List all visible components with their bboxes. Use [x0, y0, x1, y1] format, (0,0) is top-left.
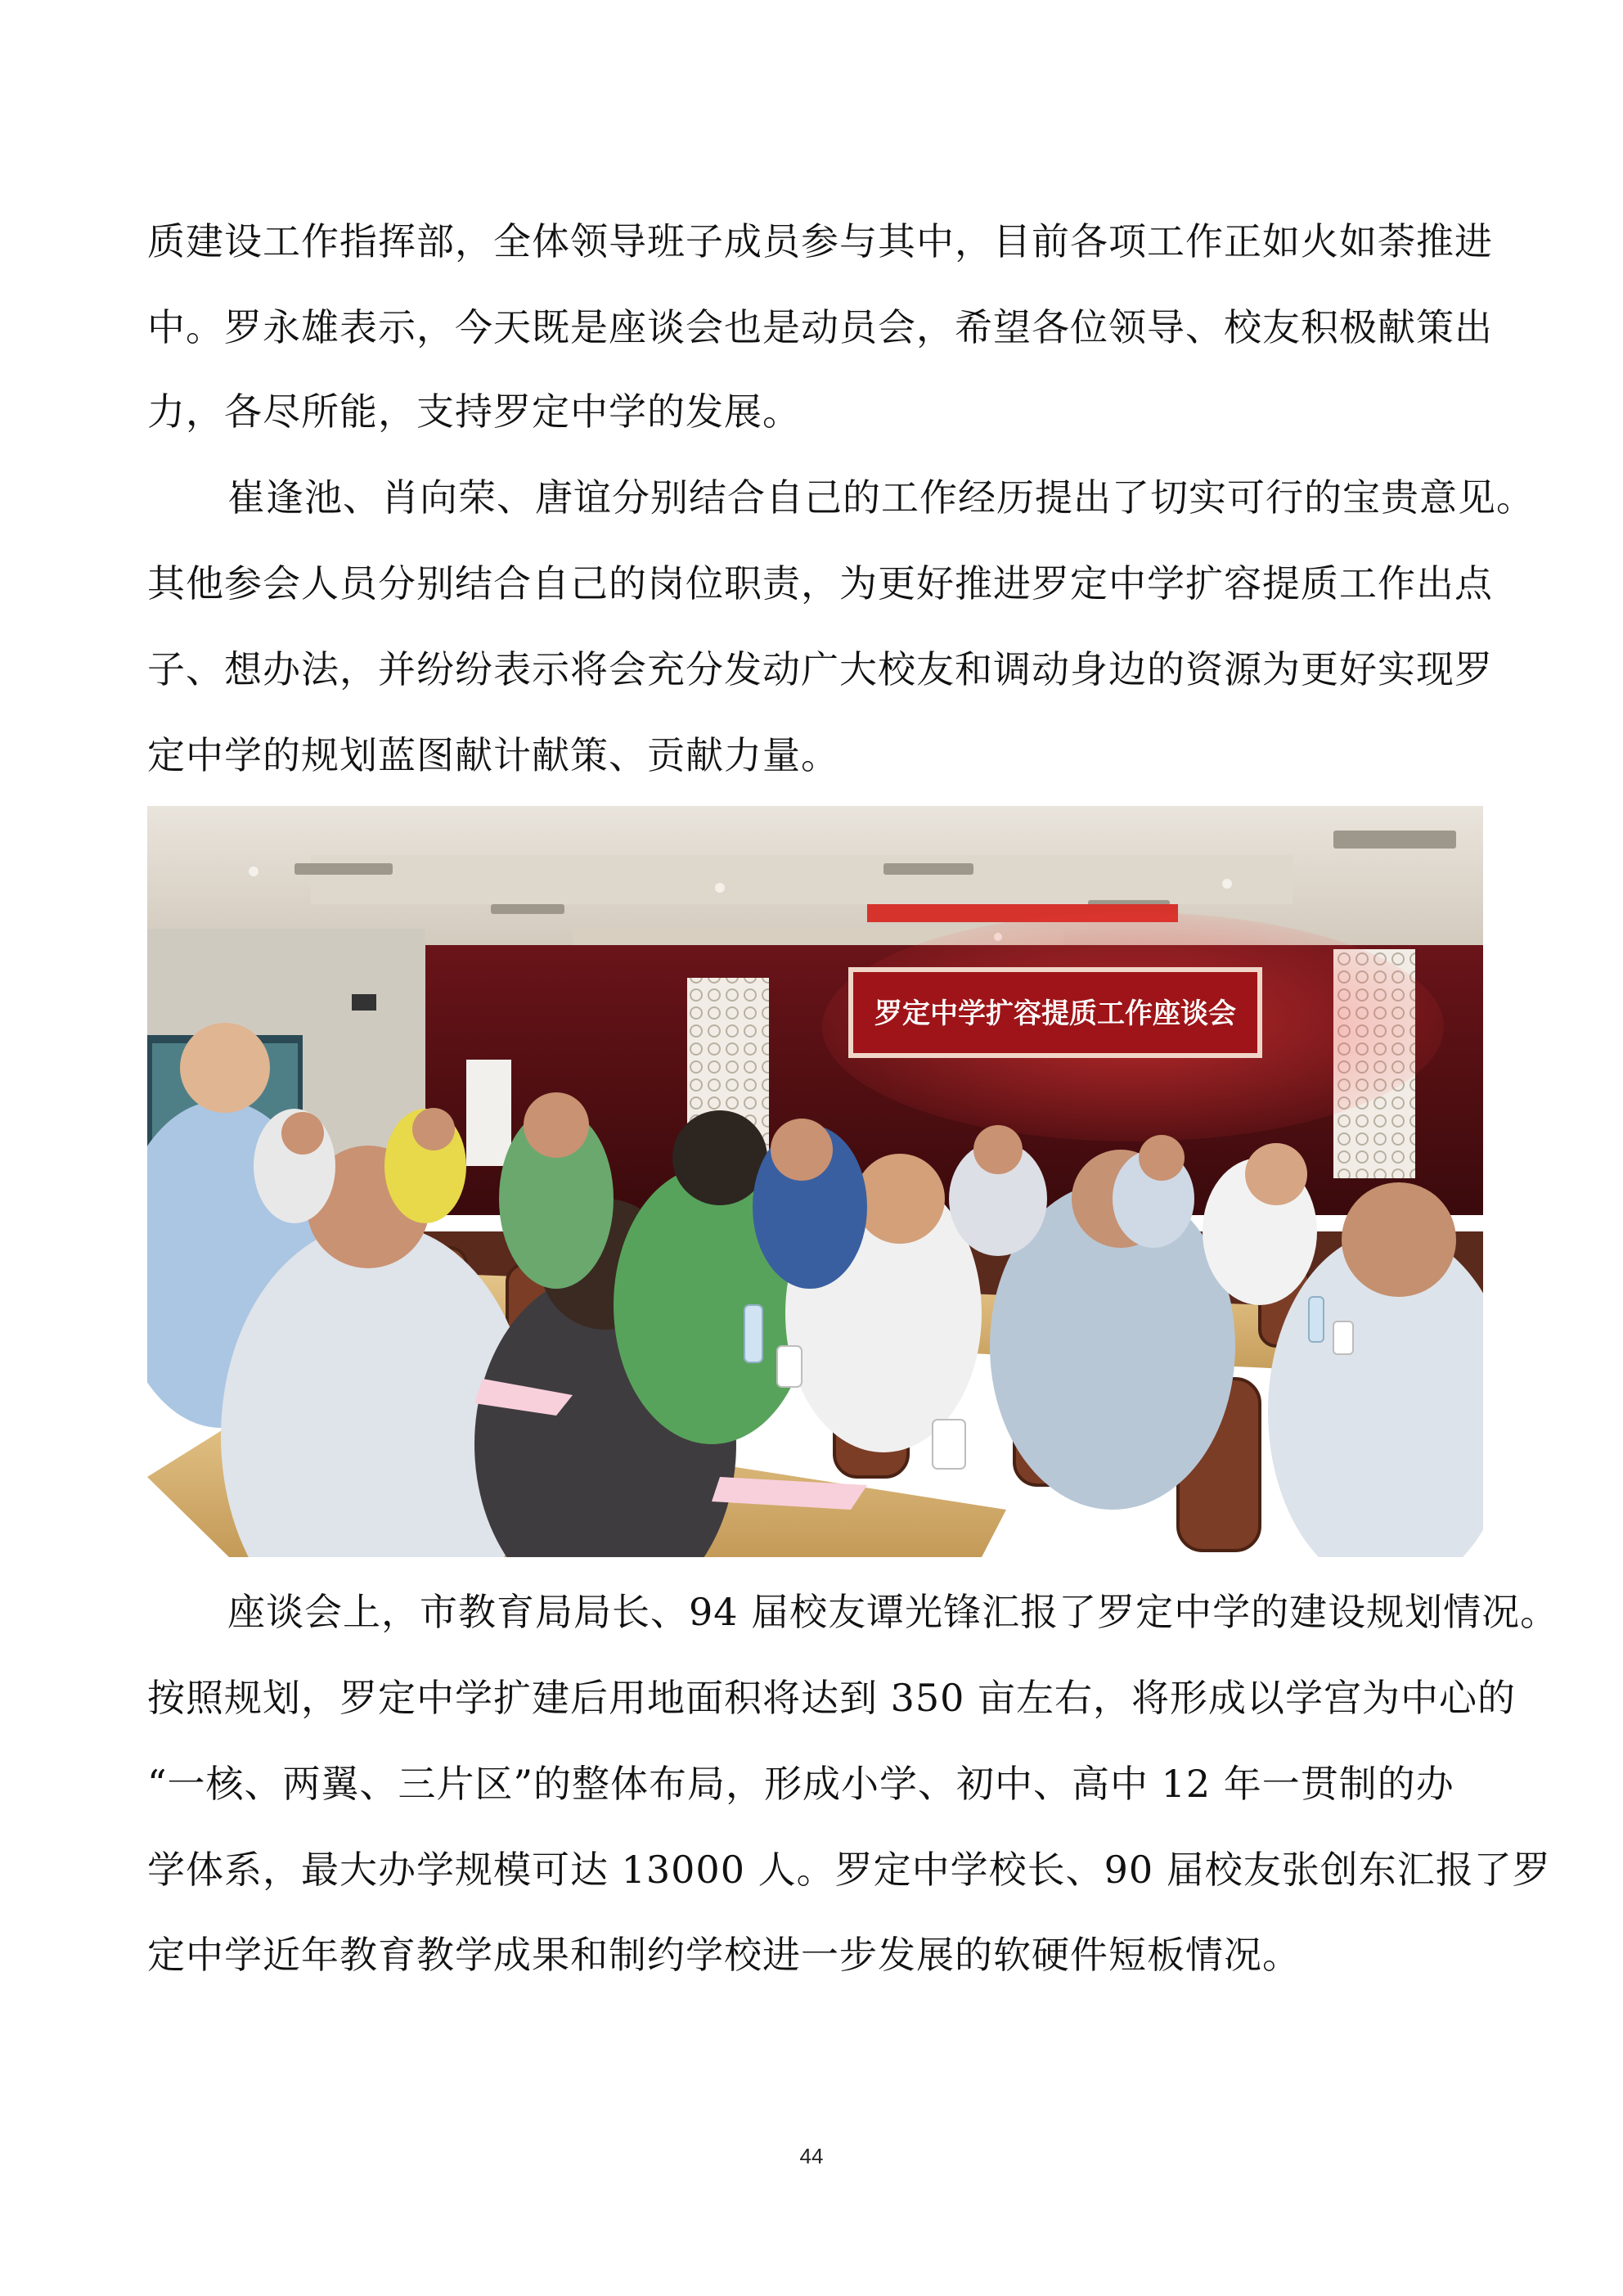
paragraph-line: “一核、两翼、三片区”的整体布局，形成小学、初中、高中 12 年一贯制的办	[147, 1762, 1454, 1806]
paragraph-line: 定中学的规划蓝图献计献策、贡献力量。	[147, 733, 839, 777]
paragraph-line: 中。罗永雄表示，今天既是座谈会也是动员会，希望各位领导、校友积极献策出	[147, 305, 1493, 349]
meeting-photo	[147, 806, 1483, 1557]
paragraph-line: 座谈会上，市教育局局长、94 届校友谭光锋汇报了罗定中学的建设规划情况。	[227, 1590, 1559, 1634]
paragraph-line: 定中学近年教育教学成果和制约学校进一步发展的软硬件短板情况。	[147, 1933, 1301, 1977]
paragraph-line: 按照规划，罗定中学扩建后用地面积将达到 350 亩左右，将形成以学宫为中心的	[147, 1676, 1517, 1720]
paragraph-line: 崔逢池、肖向荣、唐谊分别结合自己的工作经历提出了切实可行的宝贵意见。	[227, 475, 1535, 520]
paragraph-line: 学体系，最大办学规模可达 13000 人。罗定中学校长、90 届校友张创东汇报了罗	[147, 1848, 1551, 1892]
paragraph-line: 力，各尽所能，支持罗定中学的发展。	[147, 389, 801, 434]
paragraph-line: 质建设工作指挥部，全体领导班子成员参与其中，目前各项工作正如火如荼推进	[147, 219, 1493, 263]
banner-text: 罗定中学扩容提质工作座谈会	[874, 997, 1236, 1030]
paragraph-line: 子、想办法，并纷纷表示将会充分发动广大校友和调动身边的资源为更好实现罗	[147, 647, 1493, 691]
page-number: 44	[799, 2144, 824, 2168]
paragraph-line: 其他参会人员分别结合自己的岗位职责，为更好推进罗定中学扩容提质工作出点	[147, 561, 1493, 606]
